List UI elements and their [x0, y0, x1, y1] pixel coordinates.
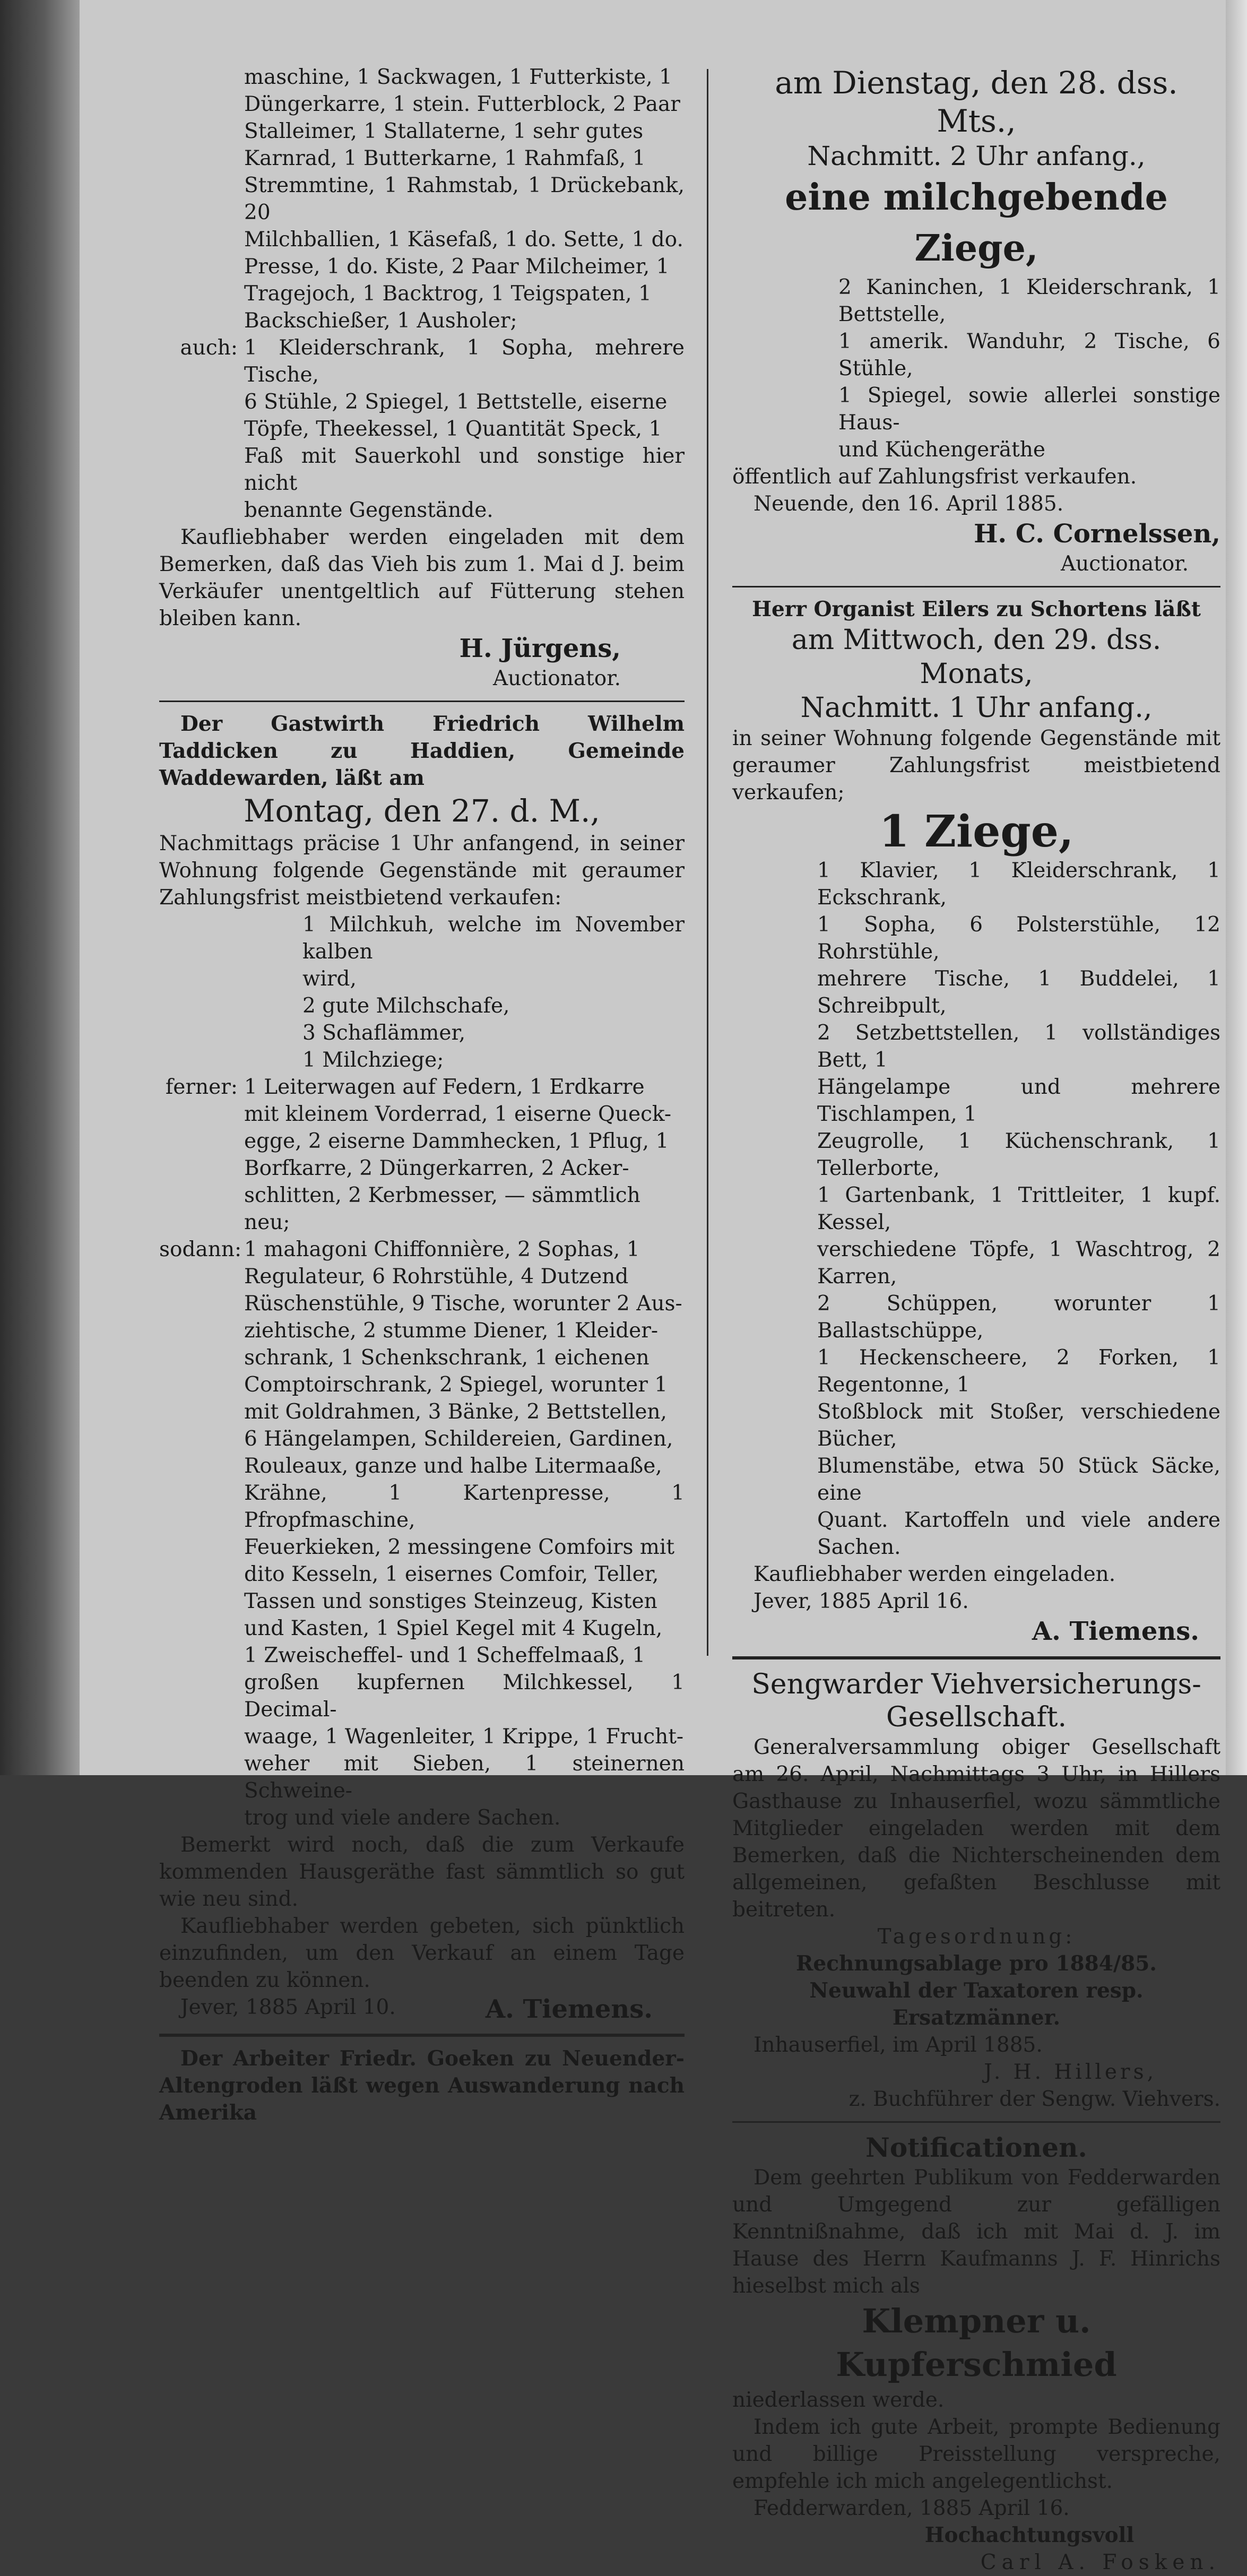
place-date: Inhauserfiel, im April 1885.	[754, 2033, 1043, 2057]
ferner-line: ferner: 1 Leiterwagen auf Federn, 1 Erdkarre	[244, 1074, 685, 1101]
ad-intro: Herr Organist Eilers zu Schortens läßt	[752, 597, 1201, 621]
ferner-line: neu;	[244, 1211, 290, 1234]
item-list-line: 2 Kaninchen, 1 Kleiderschrank, 1 Bettstelle,	[838, 275, 1220, 326]
item-list-line: 2 Schüppen, worunter 1 Ballastschüppe,	[817, 1292, 1220, 1343]
item-list-line: Quant. Kartoffeln und viele andere Sachen.	[817, 1508, 1220, 1559]
buyer-invitation: Kaufliebhaber werden gebeten, sich pünktlich einzufinden, um den Verkauf an einem Tage beenden zu können.	[159, 1914, 685, 1992]
society-title: Sengwarder Viehversicherungs-	[751, 1669, 1201, 1700]
auch-line: Faß mit Sauerkohl und sonstige hier nicht	[244, 444, 685, 495]
item-list-line: 2 Setzbettstellen, 1 vollständiges Bett, 1	[817, 1021, 1220, 1072]
item-list-line: 1 Sopha, 6 Polsterstühle, 12 Rohrstühle,	[817, 913, 1220, 964]
sodann-line: weher mit Sieben, 1 steinernen Schweine-	[244, 1752, 685, 1803]
item-list-line: Stremmtine, 1 Rahmstab, 1 Drückebank, 20	[244, 174, 685, 224]
sodann-line: Rouleaux, ganze und halbe Litermaaße,	[244, 1454, 662, 1478]
sale-terms: öffentlich auf Zahlungsfrist verkaufen.	[732, 465, 1137, 489]
ad-separator	[159, 2034, 685, 2037]
auction-item-list	[159, 64, 685, 334]
left-column	[159, 64, 685, 2127]
sodann-line: sodann: 1 mahagoni Chiffonnière, 2 Sophas, 1	[244, 1236, 685, 1263]
livestock-line: 1 Milchkuh, welche im November kalben	[302, 913, 685, 964]
auch-line: auch: 1 Kleiderschrank, 1 Sopha, mehrere Tische,	[244, 334, 685, 388]
auch-line: 6 Stühle, 2 Spiegel, 1 Bettstelle, eiserne	[244, 390, 668, 414]
item-list-line: Stalleimer, 1 Stallaterne, 1 sehr gutes	[244, 119, 644, 143]
auction-date: am Mittwoch, den 29. dss. Monats,	[791, 624, 1162, 690]
livestock-line: 2 gute Milchschafe,	[302, 994, 510, 1018]
sodann-line: dito Kesseln, 1 eisernes Comfoir, Teller,	[244, 1562, 659, 1586]
ferner-line: mit kleinem Vorderrad, 1 eiserne Queck-	[244, 1102, 672, 1126]
sodann-section	[159, 1236, 685, 1831]
auch-line: benannte Gegenstände.	[244, 498, 493, 522]
ferner-line: Borfkarre, 2 Düngerkarren, 2 Acker-	[244, 1156, 629, 1180]
emigration-notice: Der Arbeiter Friedr. Goeken zu Neuender-Altengroden läßt wegen Auswanderung nach Amerika	[159, 2046, 685, 2125]
ad-separator	[732, 586, 1220, 587]
service-promise: Indem ich gute Arbeit, prompte Bedienung und billige Preisstellung verspreche, empfehle ich mich angelegentlichst.	[732, 2415, 1220, 2493]
sodann-label: sodann:	[159, 1238, 242, 1261]
auctioneer-name: H. C. Cornelssen,	[974, 519, 1220, 549]
sodann-line: 6 Hängelampen, Schildereien, Gardinen,	[244, 1427, 673, 1451]
ad-separator	[159, 701, 685, 702]
livestock-list	[159, 911, 685, 1074]
sodann-line: Krähne, 1 Kartenpresse, 1 Pfropfmaschine,	[244, 1481, 685, 1532]
item-list-line: mehrere Tische, 1 Buddelei, 1 Schreibpult,	[817, 967, 1220, 1018]
item-list-line: 1 Spiegel, sowie allerlei sonstige Haus-	[838, 384, 1220, 435]
society-title-cont: Gesellschaft.	[886, 1701, 1067, 1733]
item-list-line: 1 Gartenbank, 1 Trittleiter, 1 kupf. Kessel,	[817, 1183, 1220, 1234]
featured-item: eine milchgebende Ziege,	[785, 176, 1168, 270]
livestock-line: 1 Milchziege;	[302, 1048, 444, 1072]
ad-separator	[732, 2121, 1220, 2123]
item-list-line: maschine, 1 Sackwagen, 1 Futterkiste, 1	[244, 65, 672, 89]
signatory-title: z. Buchführer der Sengw. Viehvers.	[848, 2087, 1220, 2111]
sodann-line: 1 Zweischeffel- und 1 Scheffelmaaß, 1	[244, 1644, 646, 1667]
item-list-line: Blumenstäbe, etwa 50 Stück Säcke, eine	[817, 1454, 1220, 1505]
item-list-line: 1 Heckenscheere, 2 Forken, 1 Regentonne, 1	[817, 1346, 1220, 1397]
auctioneer-name: A. Tiemens.	[485, 1994, 653, 2024]
auction-date: am Dienstag, den 28. dss. Mts.,	[775, 65, 1178, 139]
item-list-line: 1 Klavier, 1 Kleiderschrank, 1 Eckschrank,	[817, 859, 1220, 910]
item-list-line: und Küchengeräthe	[838, 438, 1045, 462]
column-divider	[707, 69, 708, 1656]
sodann-line: schrank, 1 Schenkschrank, 1 eichenen	[244, 1346, 650, 1370]
item-list-line: Zeugrolle, 1 Küchenschrank, 1 Tellerborte,	[817, 1129, 1220, 1180]
sodann-line: Rüschenstühle, 9 Tische, worunter 2 Aus-	[244, 1292, 682, 1316]
place-date: Jever, 1885 April 10.	[180, 1995, 396, 2019]
sodann-line: waage, 1 Wagenleiter, 1 Krippe, 1 Frucht-	[244, 1725, 684, 1749]
remark-notice: Bemerkt wird noch, daß die zum Verkaufe kommenden Hausgeräthe fast sämmtlich so gut wie neu sind.	[159, 1833, 685, 1911]
sodann-line: mit Goldrahmen, 3 Bänke, 2 Bettstellen,	[244, 1400, 667, 1424]
featured-item: 1 Ziege,	[879, 806, 1074, 857]
auction-item-list	[732, 274, 1220, 463]
item-list-line: Milchballien, 1 Käsefaß, 1 do. Sette, 1 do.	[244, 228, 683, 252]
buyer-notice: Kaufliebhaber werden eingeladen mit dem Bemerken, daß das Vieh bis zum 1. Mai d J. beim Verkäufer unentgeltlich auf Fütterung stehen bleiben kann.	[159, 525, 685, 630]
auction-description: Nachmittags präcise 1 Uhr anfangend, in seiner Wohnung folgende Gegenstände mit geraumer Zahlungsfrist meistbietend verkaufen:	[159, 832, 685, 910]
item-list-line: Karnrad, 1 Butterkarne, 1 Rahmfaß, 1	[244, 146, 646, 170]
item-list-line: Stoßblock mit Stoßer, verschiedene Bücher,	[817, 1400, 1220, 1451]
item-list-line: verschiedene Töpfe, 1 Waschtrog, 2 Karren,	[817, 1238, 1220, 1289]
buyer-invitation: Kaufliebhaber werden eingeladen.	[754, 1562, 1116, 1586]
ferner-line: egge, 2 eiserne Dammhecken, 1 Pflug, 1	[244, 1129, 669, 1153]
sodann-line: und Kasten, 1 Spiel Kegel mit 4 Kugeln,	[244, 1617, 663, 1640]
page-edge	[1226, 0, 1247, 1775]
sodann-line: Regulateur, 6 Rohrstühle, 4 Dutzend	[244, 1265, 629, 1289]
sodann-line: Feuerkieken, 2 messingene Comfoirs mit	[244, 1535, 675, 1559]
book-gutter	[0, 0, 80, 1775]
item-list-line: 1 amerik. Wanduhr, 2 Tische, 6 Stühle,	[838, 330, 1220, 381]
ferner-label: ferner:	[165, 1075, 238, 1099]
livestock-line: 3 Schaflämmer,	[302, 1021, 466, 1045]
auction-time: Nachmitt. 1 Uhr anfang.,	[800, 692, 1153, 724]
auction-item-list	[732, 857, 1220, 1561]
agenda-item: Rechnungsablage pro 1884/85.	[796, 1951, 1157, 1976]
auction-date: Montag, den 27. d. M.,	[244, 793, 600, 829]
sodann-line: trog und viele andere Sachen.	[244, 1806, 561, 1830]
assembly-notice: Generalversammlung obiger Gesellschaft am 26. April, Nachmittags 3 Uhr, in Hillers Gasthause zu Inhauserfiel, wozu sämmtliche Mitglieder eingeladen werden mit dem Bemerken, daß die Nichterscheinenden dem allgemeinen, gefaßten Beschlusse mit beitreten.	[732, 1735, 1220, 1922]
sodann-line: ziehtische, 2 stumme Diener, 1 Kleider-	[244, 1319, 659, 1343]
item-list-line: Düngerkarre, 1 stein. Futterblock, 2 Paar	[244, 92, 680, 116]
ad-separator	[732, 1656, 1220, 1659]
item-list-line: Tragejoch, 1 Backtrog, 1 Teigspaten, 1	[244, 282, 652, 306]
item-list-line: Presse, 1 do. Kiste, 2 Paar Milcheimer, 1	[244, 255, 670, 279]
agenda-title: Tagesordnung:	[877, 1925, 1076, 1949]
item-list-line: Hängelampe und mehrere Tischlampen, 1	[817, 1075, 1220, 1126]
livestock-line: wird,	[302, 967, 357, 991]
agenda-item: Neuwahl der Taxatoren resp. Ersatzmänner.	[809, 1978, 1144, 2030]
ferner-section	[159, 1074, 685, 1236]
auctioneer-name: H. Jürgens,	[459, 634, 621, 663]
auctioneer-title: Auctionator.	[1060, 552, 1189, 576]
place-date: Fedderwarden, 1885 April 16.	[754, 2496, 1070, 2520]
auch-section	[159, 334, 685, 524]
place-date: Neuende, den 16. April 1885.	[754, 492, 1064, 516]
ad-intro: Der Gastwirth Friedrich Wilhelm Taddicken zu Haddien, Gemeinde Waddewarden, läßt am	[159, 712, 685, 790]
right-column	[732, 64, 1220, 2576]
notification-text-cont: niederlassen werde.	[732, 2388, 945, 2412]
sodann-line: Tassen und sonstiges Steinzeug, Kisten	[244, 1589, 657, 1613]
trade-title: Klempner u. Kupferschmied	[836, 2302, 1117, 2384]
place-date: Jever, 1885 April 16.	[754, 1589, 969, 1613]
notification-text: Dem geehrten Publikum von Fedderwarden und Umgegend zur gefälligen Kenntnißnahme, daß ich mit Mai d. J. im Hause des Herrn Kaufmanns J. F. Hinrichs hieselbst mich als	[732, 2166, 1220, 2298]
signatory-name: Carl A. Fosken.	[980, 2551, 1220, 2574]
ferner-line: schlitten, 2 Kerbmesser, — sämmtlich	[244, 1183, 640, 1207]
auch-label: auch:	[180, 336, 238, 360]
closing-phrase: Hochachtungsvoll	[924, 2523, 1135, 2547]
auction-time: Nachmitt. 2 Uhr anfang.,	[807, 141, 1146, 171]
auctioneer-name: A. Tiemens.	[1032, 1617, 1199, 1646]
sodann-line: großen kupfernen Milchkessel, 1 Decimal-	[244, 1671, 685, 1722]
auch-line: Töpfe, Theekessel, 1 Quantität Speck, 1	[244, 417, 662, 441]
notification-title: Notificationen.	[865, 2132, 1087, 2163]
sodann-line: Comptoirschrank, 2 Spiegel, worunter 1	[244, 1373, 668, 1397]
auctioneer-title: Auctionator.	[492, 667, 621, 690]
signatory-name: J. H. Hillers,	[984, 2060, 1157, 2084]
item-list-line: Backschießer, 1 Ausholer;	[244, 309, 517, 333]
auction-description: in seiner Wohnung folgende Gegenstände mit geraumer Zahlungsfrist meistbietend verkaufen;	[732, 727, 1220, 805]
